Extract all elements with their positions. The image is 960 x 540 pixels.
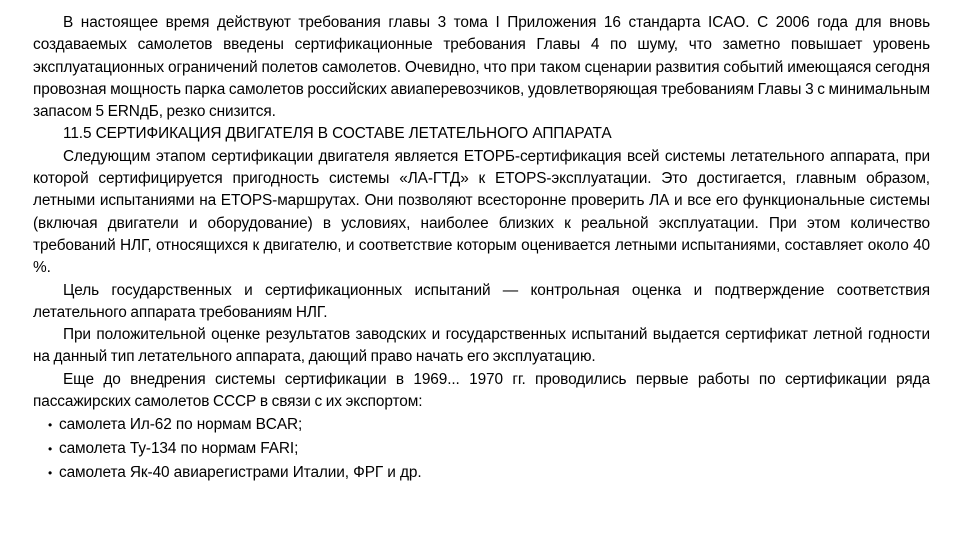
paragraph-early-certification: Еще до внедрения системы сертификации в 1969... 1970 гг. проводились первые работы по сертификации ряда пассажирских самолетов СССР в связи с их экспортом: [33, 370, 930, 411]
list-item-text: самолета Як-40 авиарегистрами Италии, ФРГ и др. [59, 464, 422, 482]
bullet-icon: • [48, 442, 53, 457]
bullet-icon: • [48, 466, 53, 481]
bullet-icon: • [48, 418, 53, 433]
paragraph-etops-certification: Следующим этапом сертификации двигателя является ETOPБ-сертификация всей системы летательного аппарата, при которой сертифицируется пригодность системы «ЛА-ГТД» к ETOPS-эксплуатации. Это достигается, главным образом, летными испытаниями на ETOPS-маршрутах. Они позволяют всесторонне проверить ЛА и все его функциональные системы (включая двигатели и оборудование) в условиях, наиболее близких к реальной эксплуатации. При этом количество требований НЛГ, относящихся к двигателю, и соответствие которым оценивается летными испытаниями, составляет около 40 %. [33, 147, 930, 277]
paragraph-noise-requirements: В настоящее время действуют требования главы 3 тома I Приложения 16 стандарта ICAO. С 2006 года для вновь создаваемых самолетов введены сертификационные требования Главы 4 по шуму, что заметно повышает уровень эксплуатационных ограничений полетов самолетов. Очевидно, что при таком сценарии развития событий имеющаяся сегодня провозная мощность парка самолетов российских авиаперевозчиков, удовлетворяющая требованиям Главы 3 с минимальным запасом 5 ERNдБ, резко снизится. [33, 14, 930, 121]
paragraph-test-goal: Цель государственных и сертификационных испытаний — контрольная оценка и подтверждение соответствия летательного аппарата требованиям НЛГ. [33, 281, 930, 321]
list-item-text: самолета Ил-62 по нормам BCAR; [59, 416, 303, 434]
list-item [33, 413, 930, 437]
paragraph-airworthiness-certificate: При положительной оценке результатов заводских и государственных испытаний выдается сертификат летной годности на данный тип летательного аппарата, дающий право начать его эксплуатацию. [33, 326, 930, 366]
list-item-text: самолета Ту-134 по нормам FARI; [59, 440, 299, 458]
list-item [33, 461, 930, 485]
aircraft-bullet-list [33, 413, 930, 485]
section-heading: 11.5 СЕРТИФИКАЦИЯ ДВИГАТЕЛЯ В СОСТАВЕ ЛЕТАТЕЛЬНОГО АППАРАТА [63, 125, 612, 143]
list-item [33, 437, 930, 461]
